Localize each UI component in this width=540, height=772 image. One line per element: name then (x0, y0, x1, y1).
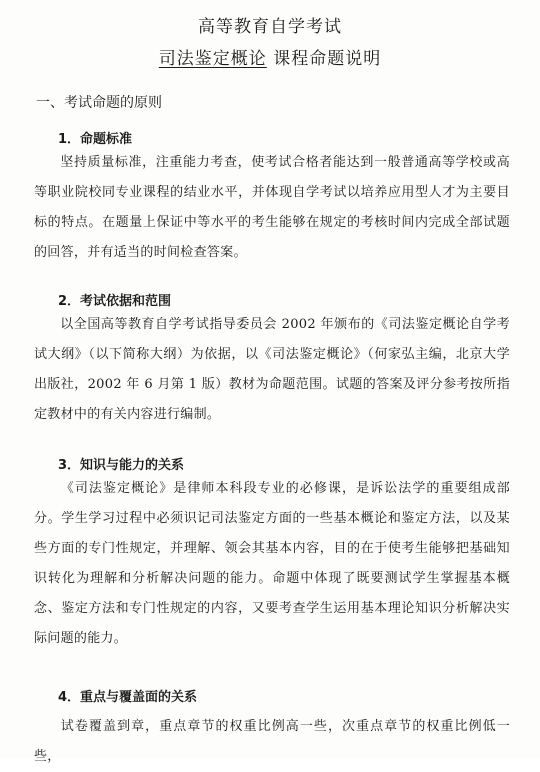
paragraph-3 (34, 474, 510, 654)
document-title: 高等教育自学考试 (198, 17, 342, 37)
paragraph-2-text: 以全国高等教育自学考试指导委员会 2002 年颁布的《司法鉴定概论自学考试大纲》（以下简称大纲）为依据，以《司法鉴定概论》（何家弘主编，北京大学出版社，2002 年 6 月第 1 版）教材为命题范围。试题的答案及评分参考按所指定教材中的有关内容进行编制。 (34, 317, 510, 422)
section-heading-1: 一、考试命题的原则 (36, 95, 162, 111)
subheading-3: 3．知识与能力的关系 (58, 458, 185, 473)
subheading-2: 2．考试依据和范围 (58, 294, 172, 309)
subheading-1: 1．命题标准 (58, 132, 133, 147)
paragraph-1-text: 坚持质量标准，注重能力考查，使考试合格者能达到一般普通高等学校或高等职业院校同专业课程的结业水平，并体现自学考试以培养应用型人才为主要目标的特点。在题量上保证中等水平的考生能够在规定的考核时间内完成全部试题的回答，并有适当的时间检查答案。 (34, 155, 510, 260)
paragraph-4-text: 试卷覆盖到章，重点章节的权重比例高一些，次重点章节的权重比例低一些， (34, 719, 510, 764)
subtitle-rest: 课程命题说明 (266, 49, 382, 69)
paragraph-2 (34, 310, 510, 430)
paragraph-4 (34, 712, 510, 772)
document-subtitle (0, 44, 540, 69)
course-name: 司法鉴定概论 (158, 49, 267, 69)
paragraph-3-text: 《司法鉴定概论》是律师本科段专业的必修课，是诉讼法学的重要组成部分。学生学习过程中必须识记司法鉴定方面的一些基本概论和鉴定方法，以及某些方面的专门性规定，并理解、领会其基本内容，目的在于使考生能够把基础知识转化为理解和分析解决问题的能力。命题中体现了既要测试学生掌握基本概念、鉴定方法和专门性规定的内容，又要考查学生运用基本理论知识分析解决实际问题的能力。 (34, 481, 510, 646)
paragraph-1 (34, 148, 510, 268)
subheading-4: 4．重点与覆盖面的关系 (58, 690, 198, 705)
